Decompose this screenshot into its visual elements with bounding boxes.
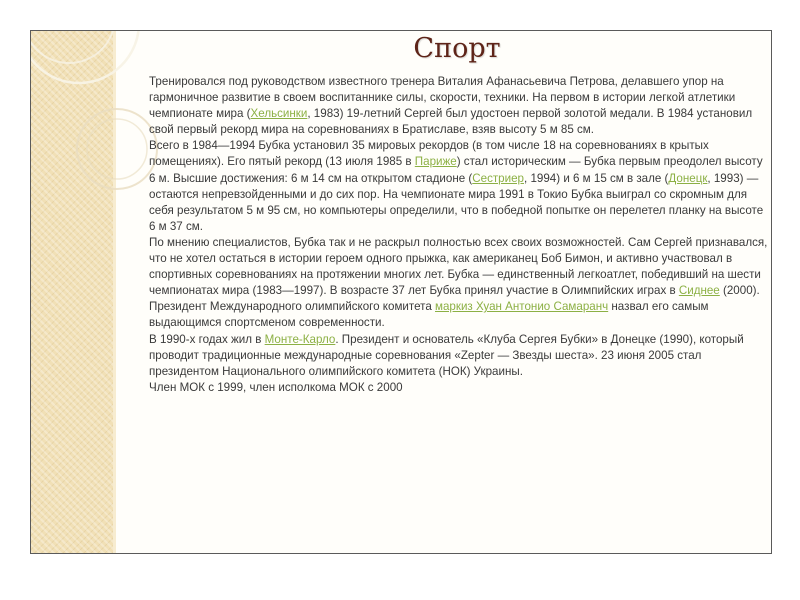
slide xyxy=(30,30,772,554)
paragraph-monte-carlo: В 1990-х годах жил в Монте-Карло. Президент и основатель «Клуба Сергея Бубки» в Донецке (1990), который проводит традиционные международные соревнования «Zepter — Звезды шеста». 23 июня 2005 стал президентом Национального олимпийского комитета (НОК) Украины. xyxy=(149,332,744,378)
band-edge xyxy=(113,31,116,553)
paragraph-ioc: Член МОК с 1999, член исполкома МОК с 2000 xyxy=(149,380,403,394)
link-samaranch[interactable]: маркиз Хуан Антонио Самаранч xyxy=(435,300,609,314)
link-sydney[interactable]: Сиднее xyxy=(678,284,720,298)
link-sestriere[interactable]: Сестриер xyxy=(472,171,524,185)
slide-title: Спорт xyxy=(413,33,501,64)
link-helsinki[interactable]: Хельсинки xyxy=(250,107,308,121)
paragraph-records: Всего в 1984—1994 Бубка установил 35 мировых рекордов (в том числе 18 на соревнованиях в крытых помещениях). Его пятый рекорд (13 июля 1985 в Париже) стал историческим — Бубка первым преодолел высоту 6 м. Высшие достижения: 6 м 14 см на открытом стадионе (Сестриер, 1994) и 6 м 15 см в зале (Донецк, 1993) — остаются непревзойденными и до сих пор. На чемпионате мира 1991 в Токио Бубка выиграл со скромным для себя результатом 5 м 95 см, но компьютеры определили, что в победной попытке он перелетел планку на высоте 6 м 37 см. xyxy=(149,139,764,233)
link-donetsk[interactable]: Донецк xyxy=(668,171,708,185)
link-monte-carlo[interactable]: Монте-Карло xyxy=(264,332,336,346)
paragraph-opinions: По мнению специалистов, Бубка так и не раскрыл полностью всех своих возможностей. Сам Сергей признавался, что не хотел остаться в истории героем одного прыжка, как американец Боб Бимон, и активно участвовал в спортивных соревнованиях на протяжении многих лет. Бубка — единственный легкоатлет, победивший на шести чемпионатах мира (1983—1997). В возрасте 37 лет Бубка принял участие в Олимпийских играх в Сиднее (2000). Президент Международного олимпийского комитета маркиз Хуан Антонио Самаранч назвал его самым выдающимся спортсменом современности. xyxy=(149,235,768,330)
slide-body xyxy=(149,74,771,396)
decorative-side-band xyxy=(31,31,114,553)
link-paris[interactable]: Париже xyxy=(414,155,457,169)
paragraph-training: Тренировался под руководством известного тренера Виталия Афанасьевича Петрова, делавшего упор на гармоничное развитие в своем воспитаннике силы, скорости, техники. На первом в истории легкой атлетики чемпионате мира (Хельсинки, 1983) 19-летний Сергей был удостоен первой золотой медали. В 1984 установил свой первый рекорд мира на соревнованиях в Братиславе, взяв высоту 5 м 85 см. xyxy=(149,75,753,137)
